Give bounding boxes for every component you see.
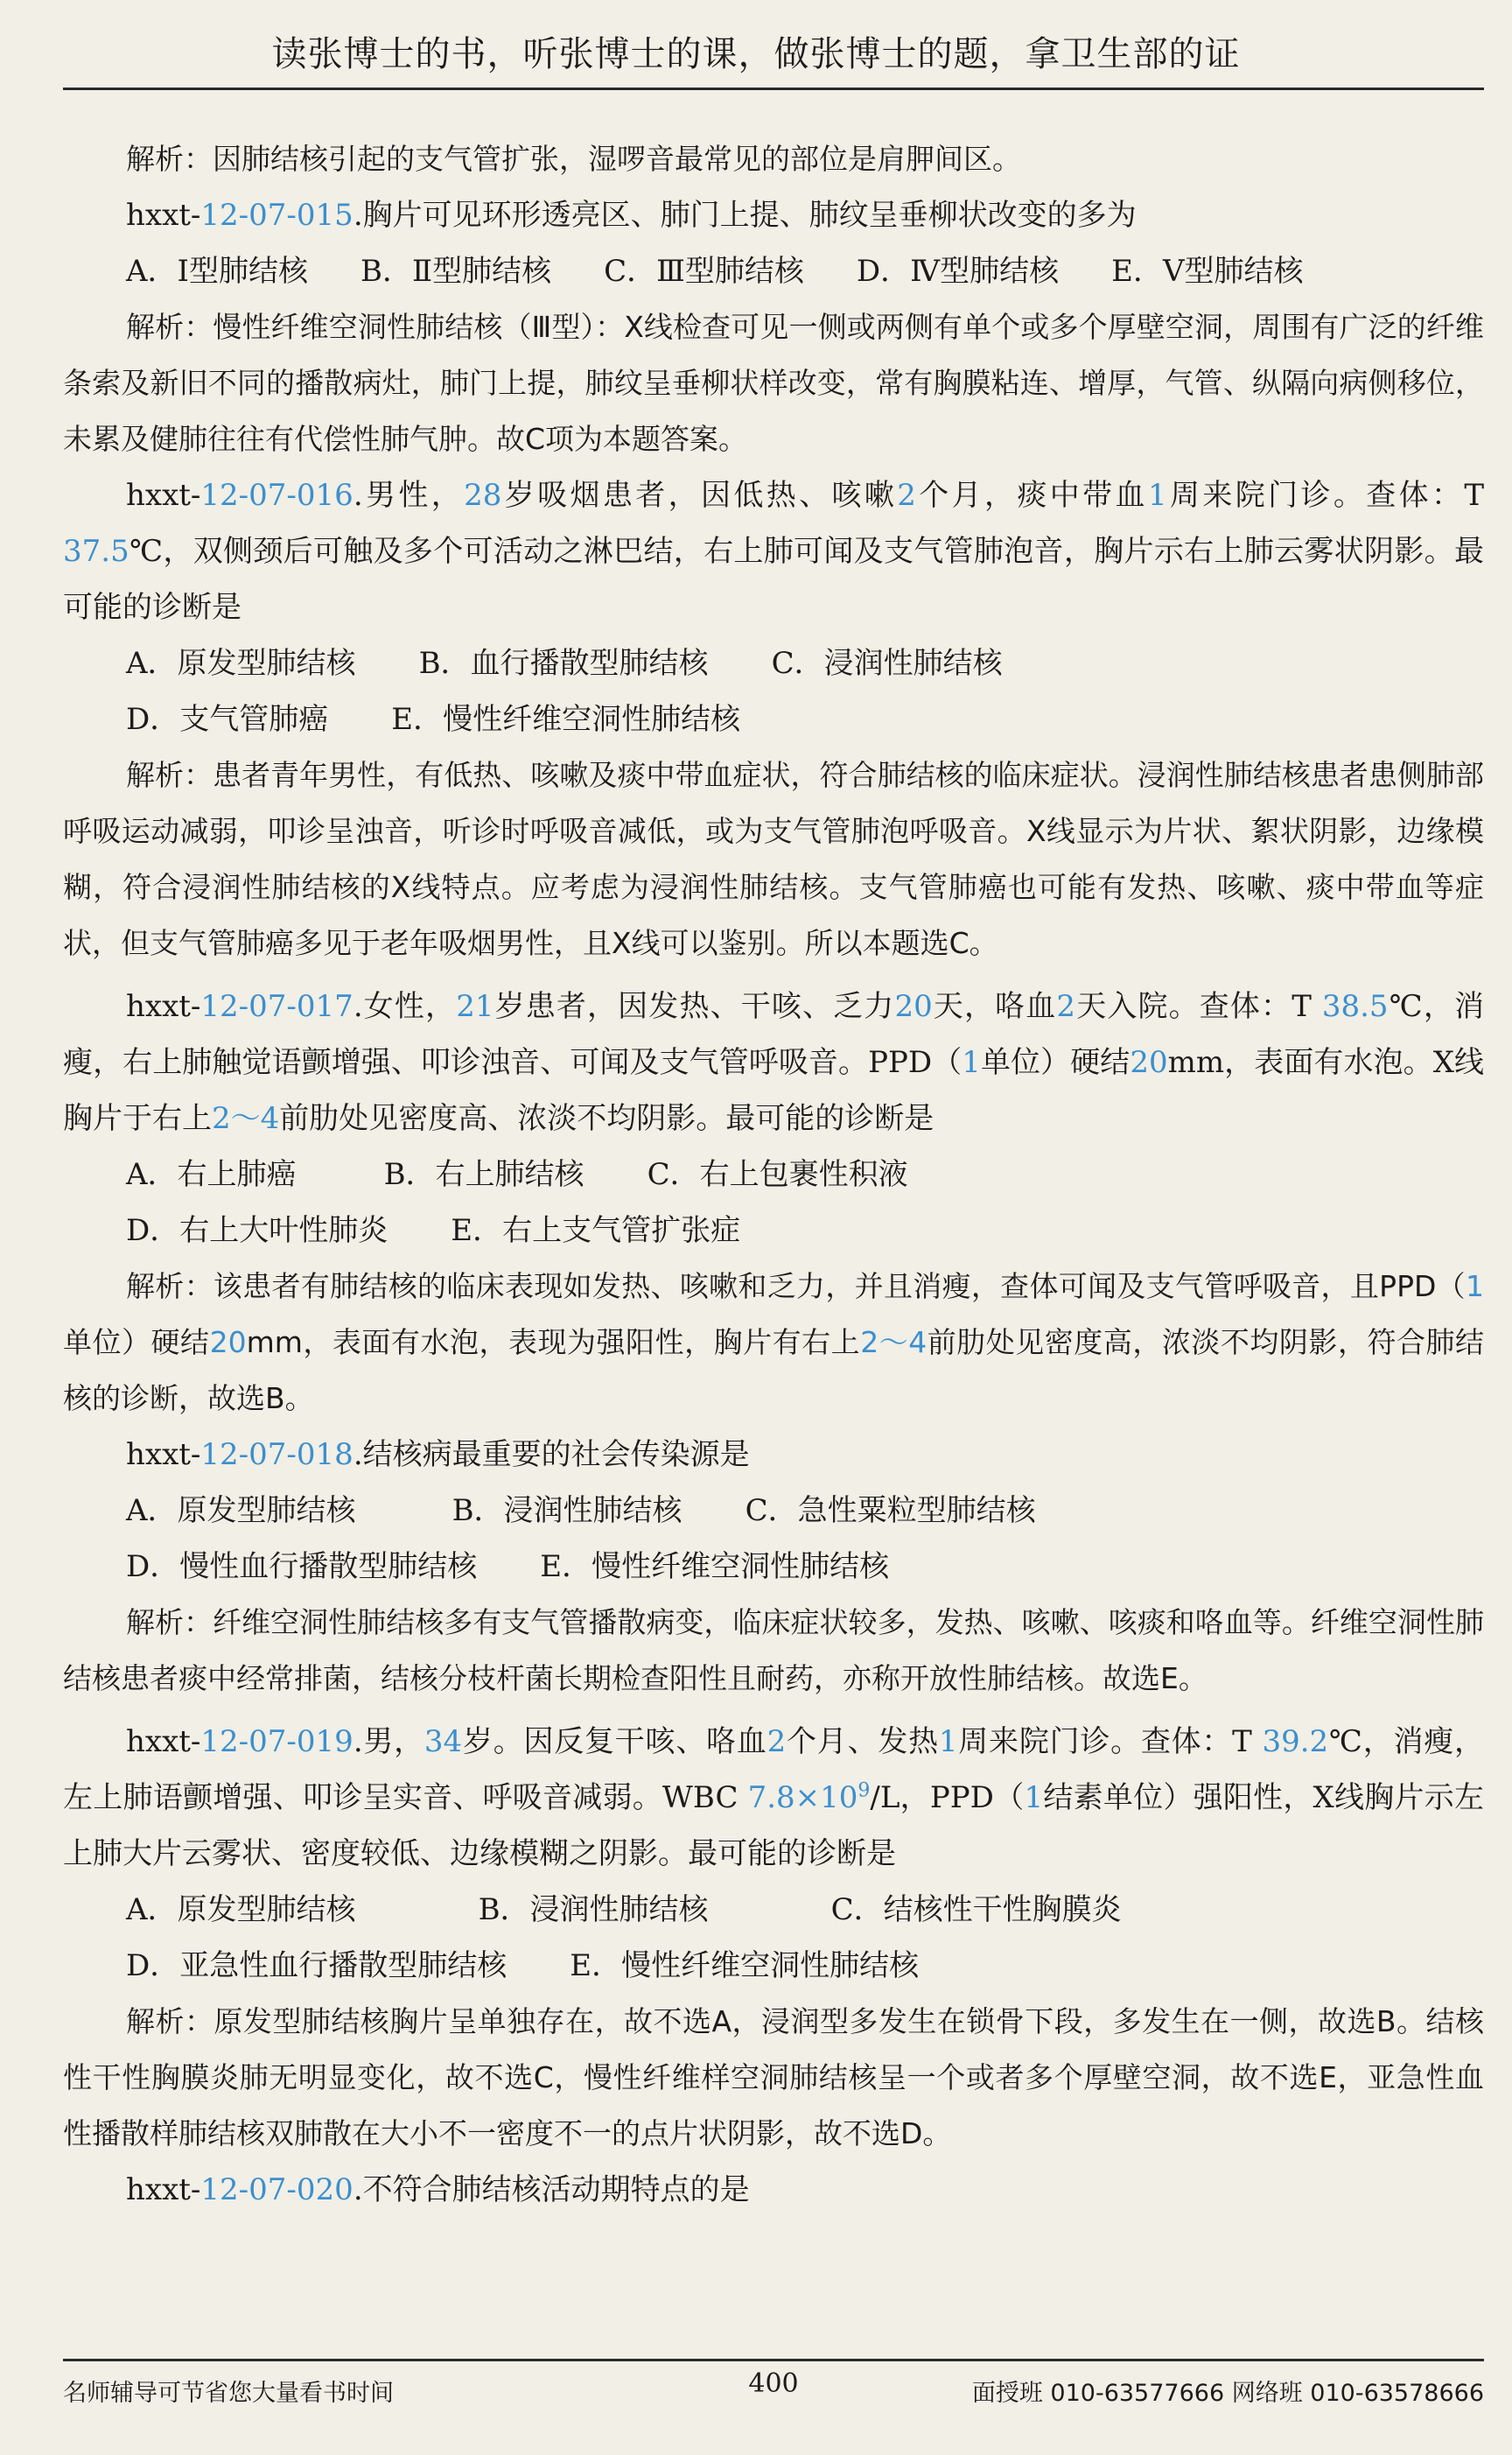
number: 1 xyxy=(1024,1780,1044,1815)
number: 2 xyxy=(897,478,916,513)
question-015 xyxy=(63,187,1484,243)
number: 20 xyxy=(1130,1045,1168,1080)
text: 岁吸烟患者，因低热、咳嗽 xyxy=(501,478,898,513)
number: 2 xyxy=(766,1724,787,1759)
options-016-row1 xyxy=(63,635,1484,691)
text: .女性， xyxy=(353,989,457,1024)
number: 21 xyxy=(456,989,494,1024)
question-prefix: hxxt- xyxy=(126,2172,201,2207)
text: 天，咯血 xyxy=(932,989,1057,1024)
page-footer xyxy=(63,2368,1484,2412)
text: 单位）硬结 xyxy=(63,1325,210,1359)
footer-rule xyxy=(63,2359,1484,2361)
page-content xyxy=(63,131,1484,2218)
text: 个月，痰中带血 xyxy=(915,478,1148,513)
number: 2 xyxy=(1056,989,1076,1024)
number: 39.2 xyxy=(1262,1724,1329,1759)
options-019-row1 xyxy=(63,1882,1484,1938)
options-016-row2 xyxy=(63,691,1484,747)
question-code: 12-07-017 xyxy=(200,989,354,1024)
options-018-row2 xyxy=(63,1539,1484,1595)
text: mm，表面有水泡，表现为强阳性，胸片有右上 xyxy=(246,1325,861,1359)
option-b: B．右上肺结核 xyxy=(383,1157,584,1192)
number: 1 xyxy=(1147,478,1167,513)
text: ℃，双侧颈后可触及多个可活动之淋巴结，右上肺可闻及支气管肺泡音，胸片示右上肺云雾状阴影。最可能的诊断是 xyxy=(63,534,1484,625)
option-d: D．亚急性血行播散型肺结核 xyxy=(126,1948,508,1983)
text: 解析：该患者有肺结核的临床表现如发热、咳嗽和乏力，并且消瘦，查体可闻及支气管呼吸音，且PPD（ xyxy=(126,1269,1466,1303)
text: 岁。因反复干咳、咯血 xyxy=(462,1724,767,1759)
option-b: B．Ⅱ型肺结核 xyxy=(360,254,552,289)
question-code: 12-07-020 xyxy=(200,2172,354,2207)
text: ℃，消瘦，左上肺语颤增强、叩诊呈实音、呼吸音减弱。WBC xyxy=(63,1724,1485,1815)
text: mm，表面有水泡。X线胸片于右上 xyxy=(63,1045,1485,1136)
analysis-018: 解析：纤维空洞性肺结核多有支气管播散病变，临床症状较多，发热、咳嗽、咳痰和咯血等。纤维空洞性肺结核患者痰中经常排菌，结核分枝杆菌长期检查阳性且耐药，亦称开放性肺结核。故选E。 xyxy=(63,1605,1484,1695)
text: 天入院。查体：T xyxy=(1075,989,1322,1024)
analysis-017 xyxy=(63,1259,1484,1427)
question-prefix: hxxt- xyxy=(126,1437,201,1472)
option-c: C．急性粟粒型肺结核 xyxy=(745,1493,1036,1528)
text: 前肋处见密度高，浓淡不均阴影，符合肺结核的诊断，故选B。 xyxy=(63,1325,1485,1415)
question-019 xyxy=(63,1714,1484,1882)
option-a: A．右上肺癌 xyxy=(126,1157,297,1192)
question-prefix: hxxt- xyxy=(126,198,201,233)
header-rule xyxy=(63,88,1484,90)
number: 1 xyxy=(938,1724,958,1759)
number: 2～4 xyxy=(860,1325,928,1359)
question-prefix: hxxt- xyxy=(126,478,201,513)
analysis-019: 解析：原发型肺结核胸片呈单独存在，故不选A，浸润型多发生在锁骨下段，多发生在一侧，故选B。结核性干性胸膜炎肺无明显变化，故不选C，慢性纤维样空洞肺结核呈一个或者多个厚壁空洞，故不选E，亚急性血性播散样肺结核双肺散在大小不一密度不一的点片状阴影，故不选D。 xyxy=(63,2004,1484,2150)
question-018 xyxy=(63,1427,1484,1483)
option-a: A．原发型肺结核 xyxy=(126,1892,356,1927)
option-c: C．浸润性肺结核 xyxy=(771,646,1003,681)
question-prefix: hxxt- xyxy=(126,1724,201,1759)
text: 结素单位）强阳性，X线胸片示左上肺大片云雾状、密度较低、边缘模糊之阴影。最可能的诊断是 xyxy=(63,1780,1485,1871)
text: 周来院门诊。查体：T xyxy=(957,1724,1263,1759)
footer-contact: 面授班 010-63577666 网络班 010-63578666 xyxy=(971,2380,1484,2407)
analysis-014: 解析：因肺结核引起的支气管扩张，湿啰音最常见的部位是肩胛间区。 xyxy=(126,142,1021,176)
page-number: 400 xyxy=(748,2368,799,2399)
number: 7.8×10 xyxy=(747,1780,858,1815)
option-c: C．右上包裹性积液 xyxy=(647,1157,908,1192)
question-prefix: hxxt- xyxy=(126,989,201,1024)
text: 岁患者，因发热、干咳、乏力 xyxy=(494,989,895,1024)
question-text: .结核病最重要的社会传染源是 xyxy=(353,1437,750,1472)
text: .男性， xyxy=(353,478,465,513)
option-e: E．慢性纤维空洞性肺结核 xyxy=(540,1549,890,1584)
number: 28 xyxy=(464,478,502,513)
option-e: E．右上支气管扩张症 xyxy=(451,1213,741,1248)
question-text: .胸片可见环形透亮区、肺门上提、肺纹呈垂柳状改变的多为 xyxy=(353,198,1137,233)
number: 2～4 xyxy=(212,1101,280,1136)
options-017-row1 xyxy=(63,1147,1484,1203)
question-017 xyxy=(63,978,1484,1147)
option-d: D．Ⅳ型肺结核 xyxy=(856,254,1060,289)
option-b: B．血行播散型肺结核 xyxy=(418,646,709,681)
page-header-title: 读张博士的书，听张博士的课，做张博士的题，拿卫生部的证 xyxy=(271,34,1241,74)
options-018-row1 xyxy=(63,1483,1484,1539)
question-016 xyxy=(63,467,1484,635)
question-code: 12-07-019 xyxy=(200,1724,354,1759)
number: 1 xyxy=(962,1045,981,1080)
option-c: C．Ⅲ型肺结核 xyxy=(604,254,804,289)
question-code: 12-07-015 xyxy=(200,198,354,233)
text: 单位）硬结 xyxy=(980,1045,1130,1080)
option-e: E．Ⅴ型肺结核 xyxy=(1111,254,1304,289)
footer-slogan: 名师辅导可节省您大量看书时间 xyxy=(63,2380,394,2407)
option-e: E．慢性纤维空洞性肺结核 xyxy=(570,1948,920,1983)
options-015 xyxy=(63,243,1484,299)
option-d: D．支气管肺癌 xyxy=(126,702,329,737)
text: ℃，消瘦，右上肺触觉语颤增强、叩诊浊音、可闻及支气管呼吸音。PPD（ xyxy=(63,989,1484,1080)
analysis-015: 解析：慢性纤维空洞性肺结核（Ⅲ型）：X线检查可见一侧或两侧有单个或多个厚壁空洞，周围有广泛的纤维条索及新旧不同的播散病灶，肺门上提，肺纹呈垂柳状样改变，常有胸膜粘连、增厚，气管、纵隔向病侧移位，未累及健肺往往有代偿性肺气肿。故C项为本题答案。 xyxy=(63,310,1484,456)
option-b: B．浸润性肺结核 xyxy=(452,1493,682,1528)
number: 20 xyxy=(209,1325,247,1359)
number: 20 xyxy=(894,989,933,1024)
text: .男， xyxy=(353,1724,424,1759)
option-d: D．慢性血行播散型肺结核 xyxy=(126,1549,478,1584)
option-a: A．Ⅰ型肺结核 xyxy=(126,254,308,289)
options-017-row2 xyxy=(63,1203,1484,1259)
option-a: A．原发型肺结核 xyxy=(126,646,356,681)
text: 个月、发热 xyxy=(786,1724,939,1759)
question-text: .不符合肺结核活动期特点的是 xyxy=(353,2172,750,2207)
option-d: D．右上大叶性肺炎 xyxy=(126,1213,388,1248)
number: 37.5 xyxy=(63,534,130,569)
analysis-016: 解析：患者青年男性，有低热、咳嗽及痰中带血症状，符合肺结核的临床症状。浸润性肺结核患者患侧肺部呼吸运动减弱，叩诊呈浊音，听诊时呼吸音减低，或为支气管肺泡呼吸音。X线显示为片状、絮状阴影，边缘模糊，符合浸润性肺结核的X线特点。应考虑为浸润性肺结核。支气管肺癌也可能有发热、咳嗽、痰中带血等症状，但支气管肺癌多见于老年吸烟男性，且X线可以鉴别。所以本题选C。 xyxy=(63,758,1484,960)
number: 38.5 xyxy=(1321,989,1389,1024)
option-e: E．慢性纤维空洞性肺结核 xyxy=(391,702,741,737)
question-code: 12-07-018 xyxy=(200,1437,354,1472)
question-code: 12-07-016 xyxy=(200,478,354,513)
options-019-row2 xyxy=(63,1938,1484,1994)
option-c: C．结核性干性胸膜炎 xyxy=(830,1892,1122,1927)
question-020 xyxy=(63,2162,1484,2218)
option-a: A．原发型肺结核 xyxy=(126,1493,356,1528)
superscript: 9 xyxy=(858,1779,871,1802)
option-b: B．浸润性肺结核 xyxy=(478,1892,709,1927)
number: 34 xyxy=(424,1724,463,1759)
text: 前肋处见密度高、浓淡不均阴影。最可能的诊断是 xyxy=(279,1101,934,1136)
text: 周来院门诊。查体：T xyxy=(1166,478,1485,513)
number: 1 xyxy=(1466,1269,1484,1303)
text: /L，PPD（ xyxy=(870,1780,1025,1815)
